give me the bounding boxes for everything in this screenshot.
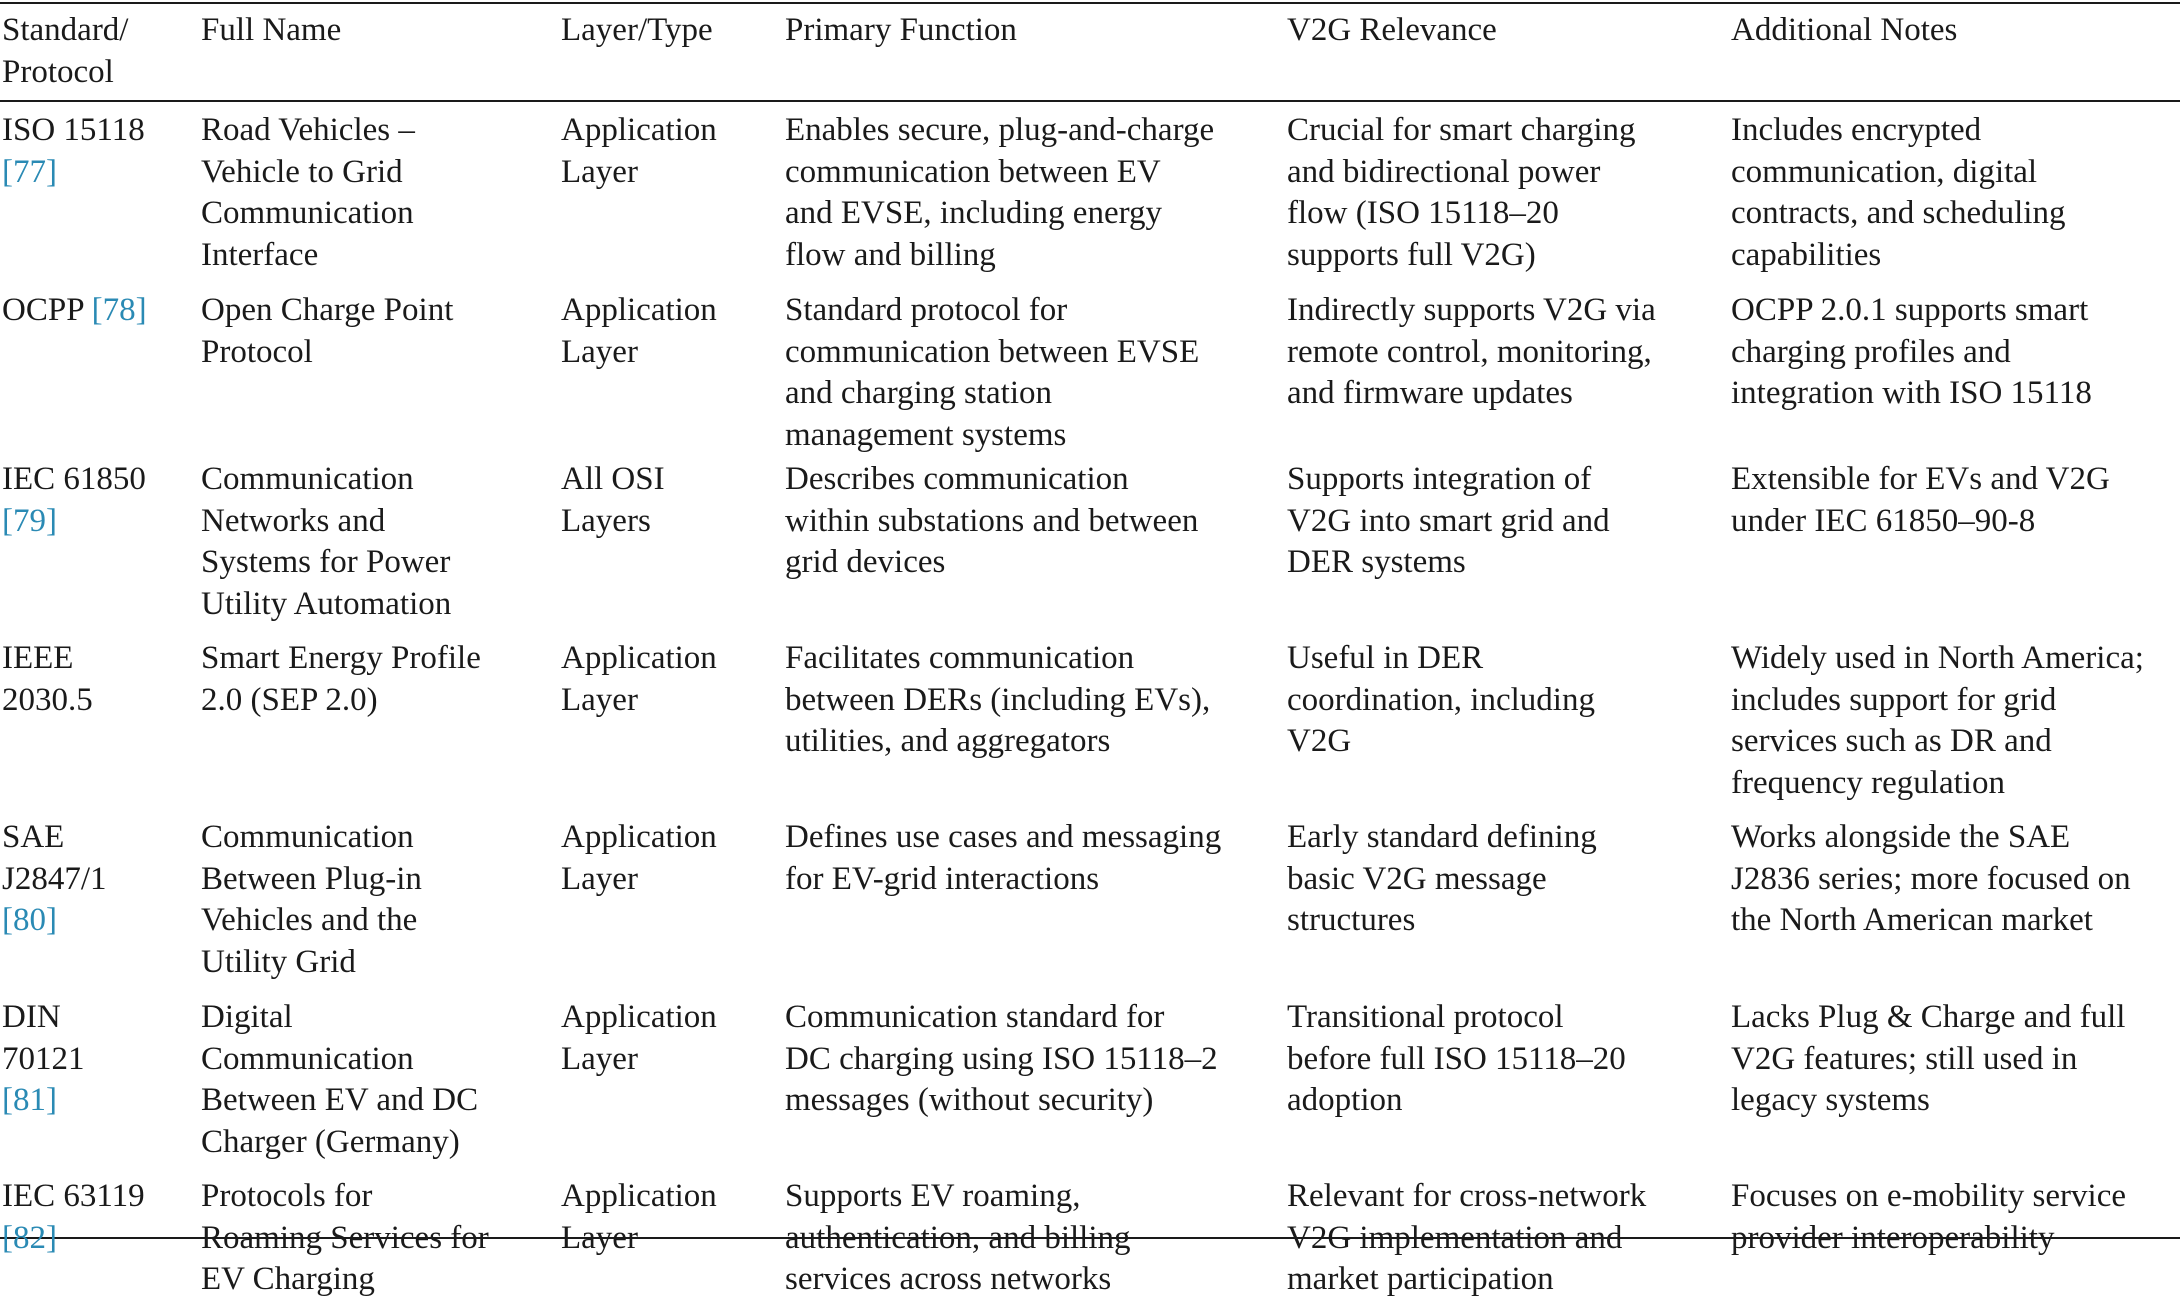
full-name-text: Utility Grid: [201, 943, 356, 980]
layer-text: Application: [561, 112, 717, 148]
cell-full-name: [201, 997, 478, 1163]
full-name-text: Vehicle to Grid: [201, 153, 403, 190]
notes-text: Works alongside the SAE: [1731, 819, 2071, 855]
header-notes: [1731, 10, 1957, 52]
function-text: grid devices: [785, 544, 946, 580]
cell-relevance: [1287, 817, 1597, 942]
relevance-text: supports full V2G): [1287, 236, 1536, 273]
standard-text: 70121: [2, 1040, 85, 1077]
standard-text: ISO 15118: [2, 112, 145, 148]
citation-link[interactable]: [81]: [2, 1082, 57, 1118]
relevance-text: structures: [1287, 902, 1416, 938]
relevance-text: Crucial for smart charging: [1287, 112, 1636, 148]
function-text: services across networks: [785, 1261, 1112, 1297]
notes-text: provider interoperability: [1731, 1219, 2055, 1256]
cell-standard: [2, 817, 107, 942]
cell-layer: [561, 110, 717, 193]
notes-text: Extensible for EVs and V2G: [1731, 461, 2110, 497]
full-name-text: Systems for Power: [201, 544, 451, 580]
notes-text: frequency regulation: [1731, 764, 2005, 801]
notes-text: Includes encrypted: [1731, 112, 1982, 148]
full-name-text: Between Plug-in: [201, 860, 422, 897]
function-text: Standard protocol for: [785, 292, 1068, 328]
relevance-text: V2G implementation and: [1287, 1219, 1623, 1256]
header-text: Primary Function: [785, 12, 1017, 48]
function-text: management systems: [785, 416, 1067, 453]
header-full-name: [201, 10, 341, 52]
function-text: within substations and between: [785, 502, 1199, 539]
layer-text: Layer: [561, 860, 638, 897]
cell-relevance: [1287, 997, 1626, 1122]
cell-layer: [561, 817, 717, 900]
cell-full-name: [201, 817, 422, 983]
header-text: V2G Relevance: [1287, 12, 1497, 48]
full-name-text: Digital: [201, 999, 293, 1035]
cell-standard: [2, 110, 145, 193]
cell-function: [785, 1176, 1131, 1301]
standard-text: SAE: [2, 819, 65, 855]
relevance-text: remote control, monitoring,: [1287, 333, 1652, 370]
function-text: Enables secure, plug-and-charge: [785, 112, 1215, 148]
cell-notes: [1731, 290, 2092, 415]
cell-function: [785, 290, 1199, 456]
relevance-text: flow (ISO 15118–20: [1287, 195, 1559, 231]
relevance-text: before full ISO 15118–20: [1287, 1040, 1626, 1077]
cell-full-name: [201, 638, 481, 721]
function-text: messages (without security): [785, 1082, 1154, 1118]
full-name-text: Protocols for: [201, 1178, 373, 1214]
header-text: Layer/Type: [561, 12, 713, 48]
cell-full-name: [201, 290, 453, 373]
header-text: Protocol: [2, 53, 114, 90]
cell-relevance: [1287, 1176, 1646, 1301]
standard-text: IEEE: [2, 640, 74, 676]
notes-text: under IEC 61850–90-8: [1731, 502, 2036, 539]
header-layer: [561, 10, 713, 52]
cell-layer: [561, 459, 665, 542]
function-text: Supports EV roaming,: [785, 1178, 1081, 1214]
relevance-text: V2G: [1287, 723, 1352, 759]
layer-text: Application: [561, 640, 717, 676]
full-name-text: Communication: [201, 819, 414, 855]
cell-notes: [1731, 110, 2065, 276]
cell-full-name: [201, 110, 415, 276]
citation-link[interactable]: [79]: [2, 502, 57, 539]
cell-relevance: [1287, 459, 1610, 584]
layer-text: Layer: [561, 1219, 638, 1256]
notes-text: services such as DR and: [1731, 723, 2052, 759]
full-name-text: Open Charge Point: [201, 292, 454, 328]
relevance-text: market participation: [1287, 1261, 1554, 1297]
function-text: authentication, and billing: [785, 1219, 1131, 1256]
notes-text: Focuses on e-mobility service: [1731, 1178, 2127, 1214]
cell-notes: [1731, 817, 2131, 942]
layer-text: Layer: [561, 1040, 638, 1077]
layer-text: Application: [561, 1178, 717, 1214]
function-text: and EVSE, including energy: [785, 195, 1162, 231]
full-name-text: Interface: [201, 236, 319, 273]
full-name-text: Communication: [201, 1040, 414, 1077]
function-text: for EV-grid interactions: [785, 860, 1100, 897]
cell-full-name: [201, 459, 451, 625]
relevance-text: V2G into smart grid and: [1287, 502, 1610, 539]
relevance-text: basic V2G message: [1287, 860, 1547, 897]
cell-standard: [2, 997, 85, 1122]
relevance-text: Relevant for cross-network: [1287, 1178, 1647, 1214]
full-name-text: Communication: [201, 195, 414, 231]
notes-text: OCPP 2.0.1 supports smart: [1731, 292, 2089, 328]
cell-notes: [1731, 997, 2125, 1122]
table-top-rule: [0, 2, 2180, 4]
cell-full-name: [201, 1176, 489, 1301]
notes-text: includes support for grid: [1731, 681, 2057, 718]
full-name-text: Smart Energy Profile: [201, 640, 481, 676]
cell-layer: [561, 638, 717, 721]
notes-text: the North American market: [1731, 902, 2093, 938]
header-text: Standard/: [2, 12, 129, 48]
relevance-text: and firmware updates: [1287, 375, 1573, 411]
layer-text: Layer: [561, 681, 638, 718]
full-name-text: 2.0 (SEP 2.0): [201, 681, 378, 718]
notes-text: communication, digital: [1731, 153, 2038, 190]
relevance-text: Useful in DER: [1287, 640, 1484, 676]
notes-text: capabilities: [1731, 236, 1882, 273]
cell-notes: [1731, 638, 2144, 804]
citation-link[interactable]: [78]: [91, 292, 147, 328]
relevance-text: DER systems: [1287, 544, 1466, 580]
citation-link[interactable]: [77]: [2, 153, 57, 190]
layer-text: Application: [561, 999, 717, 1035]
cell-function: [785, 817, 1221, 900]
function-text: Describes communication: [785, 461, 1129, 497]
function-text: between DERs (including EVs),: [785, 681, 1211, 718]
standard-text: DIN: [2, 999, 61, 1035]
cell-layer: [561, 290, 717, 373]
header-function: [785, 10, 1017, 52]
relevance-text: coordination, including: [1287, 681, 1595, 718]
cell-function: [785, 110, 1214, 276]
full-name-text: Networks and: [201, 502, 386, 539]
standard-text: 2030.5: [2, 681, 93, 718]
cell-relevance: [1287, 638, 1595, 763]
full-name-text: Roaming Services for: [201, 1219, 489, 1256]
notes-text: J2836 series; more focused on: [1731, 860, 2131, 897]
relevance-text: adoption: [1287, 1082, 1403, 1118]
standard-text: OCPP [78]: [2, 292, 147, 328]
header-standard: [2, 10, 128, 93]
relevance-text: Transitional protocol: [1287, 999, 1564, 1035]
full-name-text: Between EV and DC: [201, 1082, 479, 1118]
full-name-text: Utility Automation: [201, 585, 452, 622]
cell-standard: [2, 459, 146, 542]
function-text: flow and billing: [785, 236, 996, 273]
relevance-text: Supports integration of: [1287, 461, 1592, 497]
function-text: communication between EV: [785, 153, 1161, 190]
full-name-text: EV Charging: [201, 1261, 375, 1297]
cell-standard: [2, 290, 147, 332]
function-text: utilities, and aggregators: [785, 723, 1111, 759]
cell-relevance: [1287, 110, 1636, 276]
full-name-text: Protocol: [201, 333, 313, 370]
function-text: communication between EVSE: [785, 333, 1200, 370]
standard-text: IEC 61850: [2, 461, 146, 497]
layer-text: Layers: [561, 502, 651, 539]
function-text: Facilitates communication: [785, 640, 1135, 676]
cell-function: [785, 459, 1198, 584]
notes-text: Lacks Plug & Charge and full: [1731, 999, 2126, 1035]
function-text: Communication standard for: [785, 999, 1165, 1035]
notes-text: contracts, and scheduling: [1731, 195, 2066, 231]
header-relevance: [1287, 10, 1497, 52]
full-name-text: Communication: [201, 461, 414, 497]
citation-link[interactable]: [80]: [2, 902, 57, 938]
header-text: Additional Notes: [1731, 12, 1958, 48]
function-text: DC charging using ISO 15118–2: [785, 1040, 1218, 1077]
citation-link[interactable]: [82]: [2, 1219, 57, 1256]
layer-text: Application: [561, 819, 717, 855]
layer-text: Application: [561, 292, 717, 328]
notes-text: charging profiles and: [1731, 333, 2011, 370]
full-name-text: Road Vehicles –: [201, 112, 415, 148]
notes-text: legacy systems: [1731, 1082, 1930, 1118]
cell-relevance: [1287, 290, 1656, 415]
cell-function: [785, 997, 1218, 1122]
layer-text: Layer: [561, 153, 638, 190]
notes-text: V2G features; still used in: [1731, 1040, 2078, 1077]
full-name-text: Charger (Germany): [201, 1123, 460, 1160]
full-name-text: Vehicles and the: [201, 902, 418, 938]
cell-function: [785, 638, 1210, 763]
cell-standard: [2, 638, 93, 721]
layer-text: All OSI: [561, 461, 665, 497]
function-text: and charging station: [785, 375, 1052, 411]
header-text: Full Name: [201, 12, 342, 48]
cell-notes: [1731, 459, 2110, 542]
standard-text: IEC 63119: [2, 1178, 145, 1214]
relevance-text: and bidirectional power: [1287, 153, 1601, 190]
relevance-text: Indirectly supports V2G via: [1287, 292, 1656, 328]
notes-text: Widely used in North America;: [1731, 640, 2144, 676]
standard-text: J2847/1: [2, 860, 107, 897]
layer-text: Layer: [561, 333, 638, 370]
function-text: Defines use cases and messaging: [785, 819, 1222, 855]
table-header-rule: [0, 100, 2180, 102]
notes-text: integration with ISO 15118: [1731, 375, 2092, 411]
cell-layer: [561, 997, 717, 1080]
relevance-text: Early standard defining: [1287, 819, 1597, 855]
